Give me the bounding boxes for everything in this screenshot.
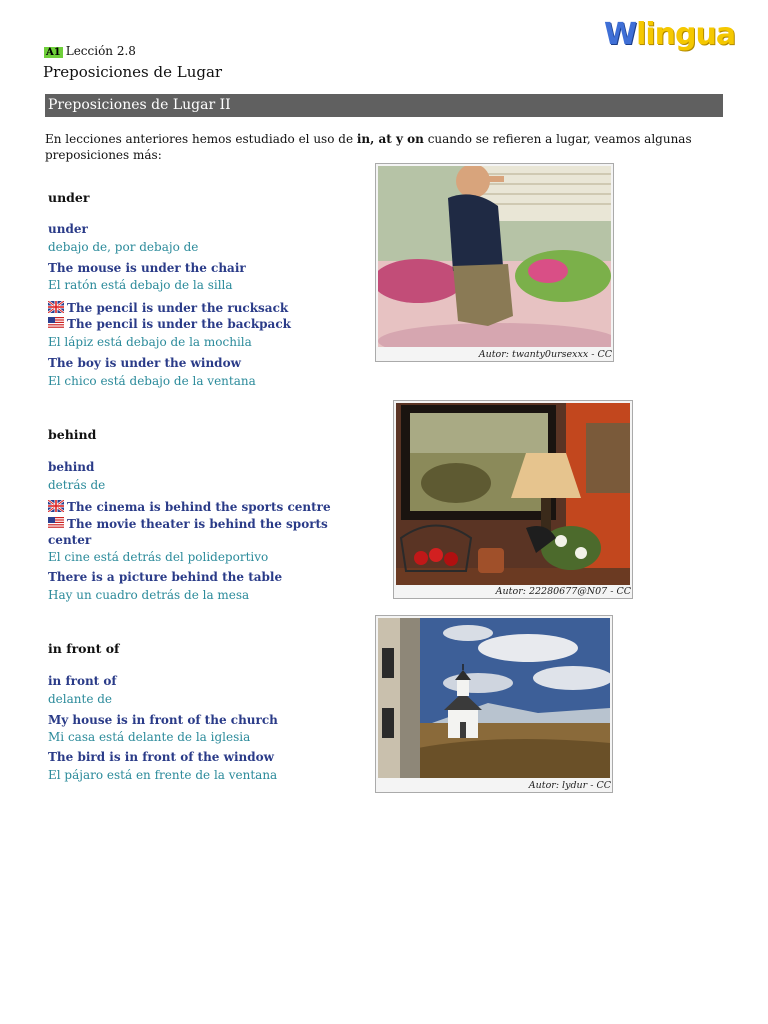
word-en: under (48, 222, 88, 236)
page-title: Preposiciones de Lugar (43, 63, 223, 81)
example-uk-text: The cinema is behind the sports centre (67, 500, 331, 514)
example-us-text: The pencil is under the backpack (67, 317, 291, 331)
example-us (48, 516, 328, 532)
heading-in-front-of: in front of (48, 641, 120, 656)
intro-after: cuando se refieren a lugar, veamos algunas preposiciones más: (45, 132, 692, 162)
uk-flag-icon (48, 500, 64, 512)
example-es: El cine está detrás del polideportivo (48, 550, 269, 564)
photo-picture-table (393, 400, 633, 599)
example-en: The bird is in front of the window (48, 750, 274, 764)
example-en: My house is in front of the church (48, 713, 278, 727)
logo-w: W (604, 17, 637, 52)
example-en: There is a picture behind the table (48, 570, 283, 584)
lesson-number: Lección 2.8 (65, 44, 136, 58)
example-es: El chico está debajo de la ventana (48, 374, 256, 388)
uk-flag-icon (48, 301, 64, 313)
example-uk-text: The pencil is under the rucksack (67, 301, 289, 315)
example-es: Hay un cuadro detrás de la mesa (48, 588, 250, 602)
photo-church (375, 615, 613, 793)
church-image (378, 618, 610, 778)
photo-credit: Autor: lydur - CC (528, 780, 611, 791)
intro-paragraph (45, 131, 768, 163)
photo-boy-window (375, 163, 614, 362)
word-es: detrás de (48, 478, 106, 492)
example-uk (48, 499, 331, 515)
intro-bold: in, at y on (356, 132, 424, 146)
us-flag-icon (48, 517, 64, 529)
level-badge: A1 (46, 47, 61, 58)
section-title-bar (45, 94, 723, 117)
example-es: Mi casa está delante de la iglesia (48, 730, 251, 744)
example-uk (48, 300, 288, 316)
example-es: El lápiz está debajo de la mochila (48, 335, 252, 349)
word-es: delante de (48, 692, 113, 706)
example-es: El ratón está debajo de la silla (48, 278, 233, 292)
example-us-text: The movie theater is behind the sports (67, 517, 328, 531)
example-en: The boy is under the window (48, 356, 241, 370)
us-flag-icon (48, 317, 64, 329)
word-en: in front of (48, 674, 117, 688)
example-en: The mouse is under the chair (48, 261, 246, 275)
picture-table-image (396, 403, 630, 585)
lesson-line (44, 43, 136, 61)
wlingua-logo (604, 18, 735, 52)
word-en: behind (48, 460, 95, 474)
heading-under: under (48, 190, 90, 205)
word-es: debajo de, por debajo de (48, 240, 199, 254)
example-es: El pájaro está en frente de la ventana (48, 768, 278, 782)
photo-credit: Autor: twanty0ursexxx - CC (478, 349, 612, 360)
section-title: Preposiciones de Lugar II (48, 97, 231, 113)
example-us-cont: center (48, 533, 92, 547)
boy-window-image (378, 166, 611, 347)
photo-credit: Autor: 22280677@N07 - CC (495, 586, 631, 597)
example-us (48, 316, 291, 332)
heading-behind: behind (48, 427, 97, 442)
intro-before: En lecciones anteriores hemos estudiado el uso de (45, 132, 357, 146)
logo-rest: lingua (636, 17, 736, 52)
